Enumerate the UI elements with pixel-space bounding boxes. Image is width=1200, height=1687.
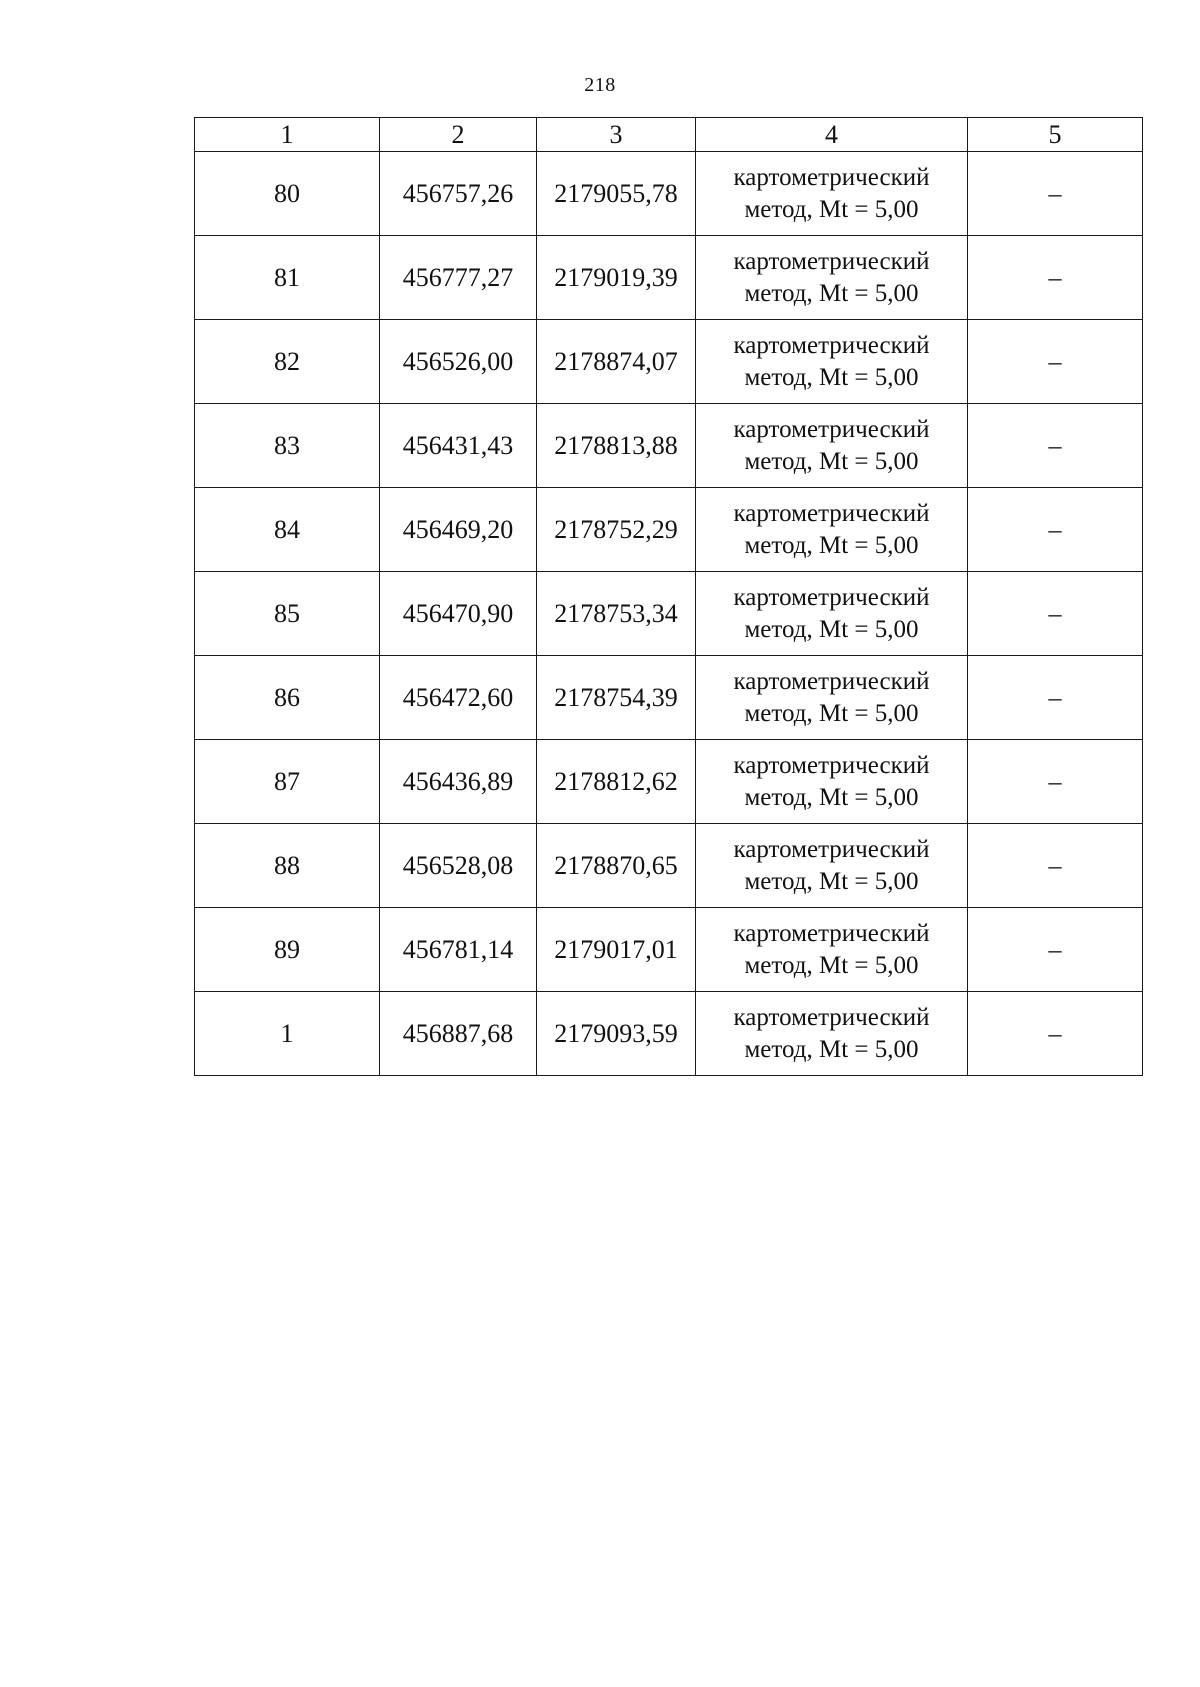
method-line-2: метод, Mt = 5,00	[744, 1035, 919, 1063]
method-line-2: метод, Mt = 5,00	[744, 279, 919, 307]
table-row	[195, 740, 1143, 824]
method-cell	[696, 236, 968, 320]
x-coordinate-cell: 456781,14	[380, 908, 537, 992]
method-line-1: картометрический	[733, 415, 930, 443]
table-header	[195, 118, 1143, 152]
method-line-1: картометрический	[733, 751, 930, 779]
method-cell	[696, 152, 968, 236]
note-cell: –	[968, 656, 1143, 740]
x-coordinate-cell: 456472,60	[380, 656, 537, 740]
method-cell	[696, 488, 968, 572]
table-row	[195, 572, 1143, 656]
point-number-cell: 82	[195, 320, 380, 404]
x-coordinate-cell: 456757,26	[380, 152, 537, 236]
method-cell	[696, 320, 968, 404]
x-coordinate-cell: 456777,27	[380, 236, 537, 320]
method-line-1: картометрический	[733, 499, 930, 527]
method-line-2: метод, Mt = 5,00	[744, 783, 919, 811]
table-row	[195, 656, 1143, 740]
y-coordinate-cell: 2178870,65	[537, 824, 696, 908]
method-line-1: картометрический	[733, 1003, 930, 1031]
method-line-1: картометрический	[733, 583, 930, 611]
y-coordinate-cell: 2178813,88	[537, 404, 696, 488]
x-coordinate-cell: 456526,00	[380, 320, 537, 404]
x-coordinate-cell: 456887,68	[380, 992, 537, 1076]
point-number-cell: 1	[195, 992, 380, 1076]
method-line-2: метод, Mt = 5,00	[744, 447, 919, 475]
method-cell	[696, 656, 968, 740]
note-cell: –	[968, 236, 1143, 320]
x-coordinate-cell: 456470,90	[380, 572, 537, 656]
method-cell	[696, 740, 968, 824]
note-cell: –	[968, 824, 1143, 908]
note-cell: –	[968, 740, 1143, 824]
column-header: 3	[537, 118, 696, 152]
method-line-2: метод, Mt = 5,00	[744, 195, 919, 223]
y-coordinate-cell: 2178812,62	[537, 740, 696, 824]
method-line-1: картометрический	[733, 919, 930, 947]
x-coordinate-cell: 456431,43	[380, 404, 537, 488]
method-line-1: картометрический	[733, 163, 930, 191]
note-cell: –	[968, 992, 1143, 1076]
method-line-2: метод, Mt = 5,00	[744, 531, 919, 559]
table-row	[195, 236, 1143, 320]
method-line-1: картометрический	[733, 667, 930, 695]
point-number-cell: 81	[195, 236, 380, 320]
method-line-1: картометрический	[733, 247, 930, 275]
y-coordinate-cell: 2179093,59	[537, 992, 696, 1076]
point-number-cell: 88	[195, 824, 380, 908]
table-row	[195, 824, 1143, 908]
column-header: 4	[696, 118, 968, 152]
x-coordinate-cell: 456528,08	[380, 824, 537, 908]
point-number-cell: 87	[195, 740, 380, 824]
column-header: 5	[968, 118, 1143, 152]
method-cell	[696, 404, 968, 488]
y-coordinate-cell: 2178754,39	[537, 656, 696, 740]
point-number-cell: 89	[195, 908, 380, 992]
note-cell: –	[968, 152, 1143, 236]
table-row	[195, 992, 1143, 1076]
y-coordinate-cell: 2179055,78	[537, 152, 696, 236]
point-number-cell: 83	[195, 404, 380, 488]
note-cell: –	[968, 320, 1143, 404]
method-line-2: метод, Mt = 5,00	[744, 363, 919, 391]
table-row	[195, 152, 1143, 236]
y-coordinate-cell: 2178753,34	[537, 572, 696, 656]
table-row	[195, 320, 1143, 404]
y-coordinate-cell: 2178752,29	[537, 488, 696, 572]
page-number: 218	[584, 74, 616, 96]
note-cell: –	[968, 488, 1143, 572]
header-row	[195, 118, 1143, 152]
table-row	[195, 404, 1143, 488]
table-row	[195, 488, 1143, 572]
y-coordinate-cell: 2179017,01	[537, 908, 696, 992]
method-line-1: картометрический	[733, 331, 930, 359]
column-header: 2	[380, 118, 537, 152]
point-number-cell: 85	[195, 572, 380, 656]
method-cell	[696, 908, 968, 992]
column-header: 1	[195, 118, 380, 152]
method-line-2: метод, Mt = 5,00	[744, 867, 919, 895]
method-cell	[696, 824, 968, 908]
note-cell: –	[968, 572, 1143, 656]
note-cell: –	[968, 908, 1143, 992]
method-line-2: метод, Mt = 5,00	[744, 951, 919, 979]
x-coordinate-cell: 456469,20	[380, 488, 537, 572]
point-number-cell: 80	[195, 152, 380, 236]
method-line-2: метод, Mt = 5,00	[744, 615, 919, 643]
note-cell: –	[968, 404, 1143, 488]
y-coordinate-cell: 2179019,39	[537, 236, 696, 320]
y-coordinate-cell: 2178874,07	[537, 320, 696, 404]
method-line-1: картометрический	[733, 835, 930, 863]
x-coordinate-cell: 456436,89	[380, 740, 537, 824]
table-body	[195, 152, 1143, 1076]
point-number-cell: 84	[195, 488, 380, 572]
table-row	[195, 908, 1143, 992]
point-number-cell: 86	[195, 656, 380, 740]
method-line-2: метод, Mt = 5,00	[744, 699, 919, 727]
method-cell	[696, 992, 968, 1076]
method-cell	[696, 572, 968, 656]
coordinates-table	[194, 117, 1143, 1076]
